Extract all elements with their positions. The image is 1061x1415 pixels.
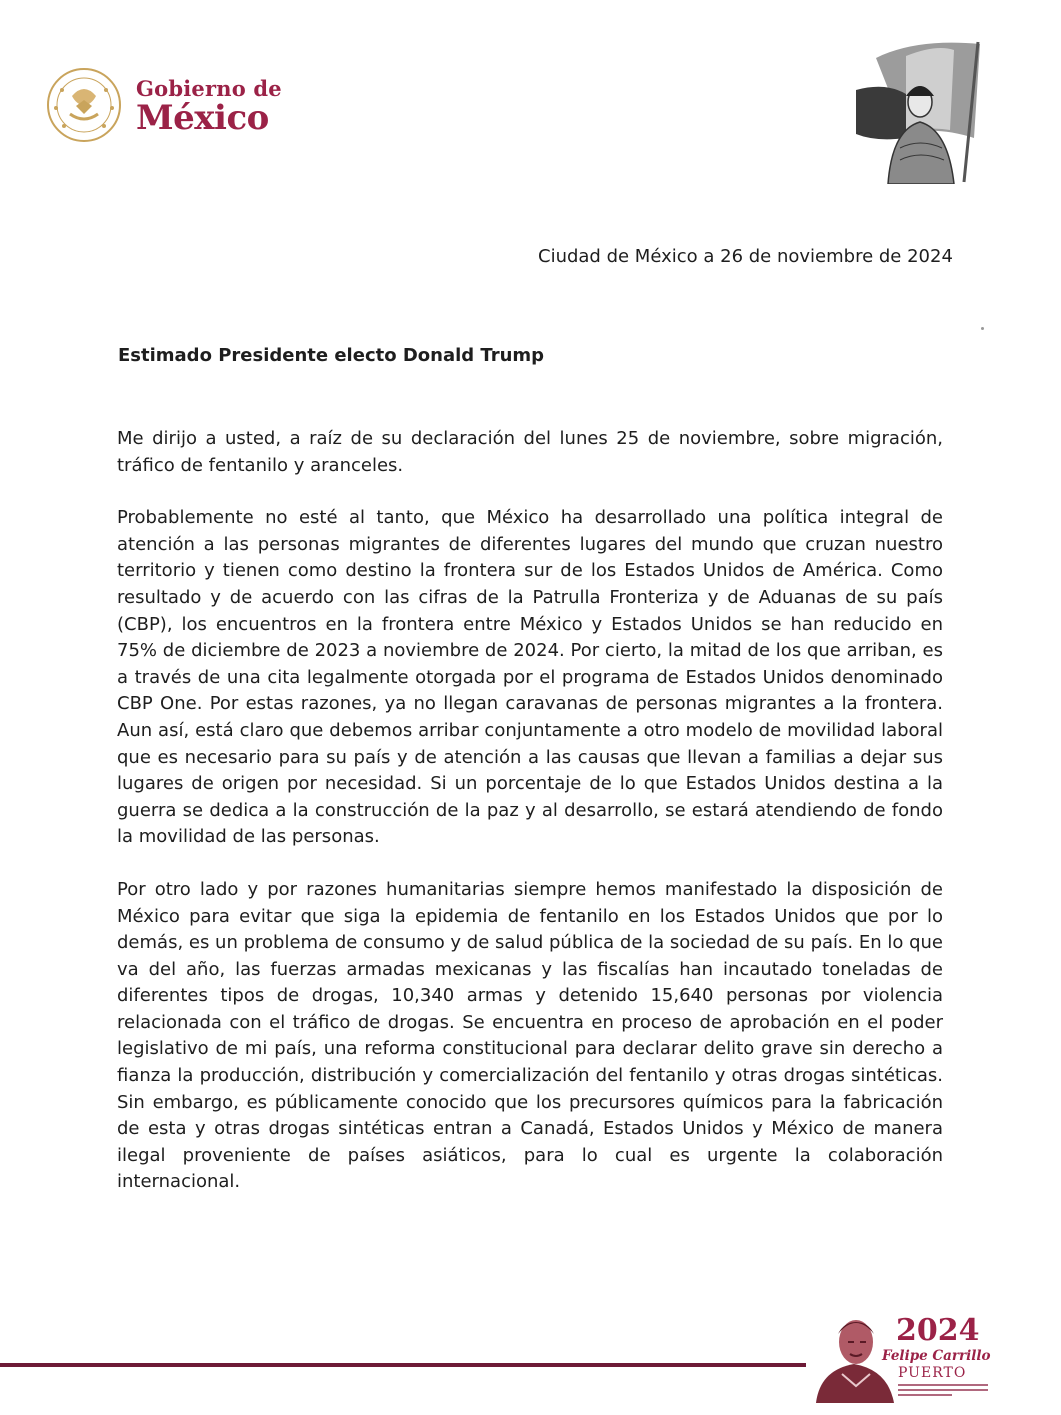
paragraph-1: Me dirijo a usted, a raíz de su declaración del lunes 25 de noviembre, sobre migración, tráfico de fentanilo y aranceles. — [117, 428, 943, 476]
gov-title-line1: Gobierno de — [136, 76, 282, 101]
gov-title-line2: México — [136, 98, 269, 138]
paragraph-3: Por otro lado y por razones humanitarias siempre hemos manifestado la disposición de México para evitar que siga la epidemia de fentanilo en los Estados Unidos que por lo demás, es un problema de consumo y de salud pública de la sociedad de su país. En lo que va del año, las fuerzas armadas mexicanas y las fiscalías han incautado toneladas de diferentes tipos de drogas, 10,340 armas y detenido 15,640 personas por violencia relacionada con el tráfico de drogas. Se encuentra en proceso de aprobación en el poder legislativo de mi país, una reforma constitucional para declarar delito grave sin derecho a fianza la producción, distribución y comercialización del fentanilo y otras drogas sintéticas. Sin embargo, es públicamente conocido que los precursores químicos para la fabricación de esta y otras drogas sintéticas entran a Canadá, Estados Unidos y México de manera ilegal proveniente de países asiáticos, para lo cual es urgente la colaboración internacional. — [117, 878, 943, 1193]
scan-speck — [981, 327, 984, 330]
letter-body — [117, 426, 943, 1222]
footer-divider — [0, 1363, 806, 1367]
letter-date: Ciudad de México a 26 de noviembre de 2024 — [538, 246, 953, 267]
letter-salutation: Estimado Presidente electo Donald Trump — [118, 345, 545, 366]
footer-year: 2024 — [896, 1313, 980, 1348]
woman-with-flag-illustration — [846, 38, 986, 184]
paragraph-2: Probablemente no esté al tanto, que México ha desarrollado una política integral de atención a las personas migrantes de diferentes lugares del mundo que cruzan nuestro territorio y tienen como destino la frontera sur de los Estados Unidos de América. Como resultado y de acuerdo con las cifras de la Patrulla Fronteriza y de Aduanas de su país (CBP), los encuentros en la frontera entre México y Estados Unidos se han reducido en 75% de diciembre de 2023 a noviembre de 2024. Por cierto, la mitad de los que arriban, es a través de una cita legalmente otorgada por el programa de Estados Unidos denominado CBP One. Por estas razones, ya no llegan caravanas de personas migrantes a la frontera. Aun así, está claro que debemos arribar conjuntamente a otro modelo de movilidad laboral que es necesario para su país y de atención a las causas que llevan a familias a dejar sus lugares de origen por necesidad. Si un porcentaje de lo que Estados Unidos destina a la guerra se dedica a la construcción de la paz y al desarrollo, se estará atendiendo de fondo la movilidad de las personas. — [117, 507, 943, 848]
footer-surname: PUERTO — [898, 1365, 967, 1381]
footer-name: Felipe Carrillo — [882, 1348, 991, 1364]
gobierno-de-mexico-logo — [42, 66, 282, 146]
footer-fineprint — [898, 1384, 988, 1399]
national-seal-icon — [42, 66, 130, 144]
felipe-carrillo-puerto-2024-logo — [812, 1308, 992, 1403]
